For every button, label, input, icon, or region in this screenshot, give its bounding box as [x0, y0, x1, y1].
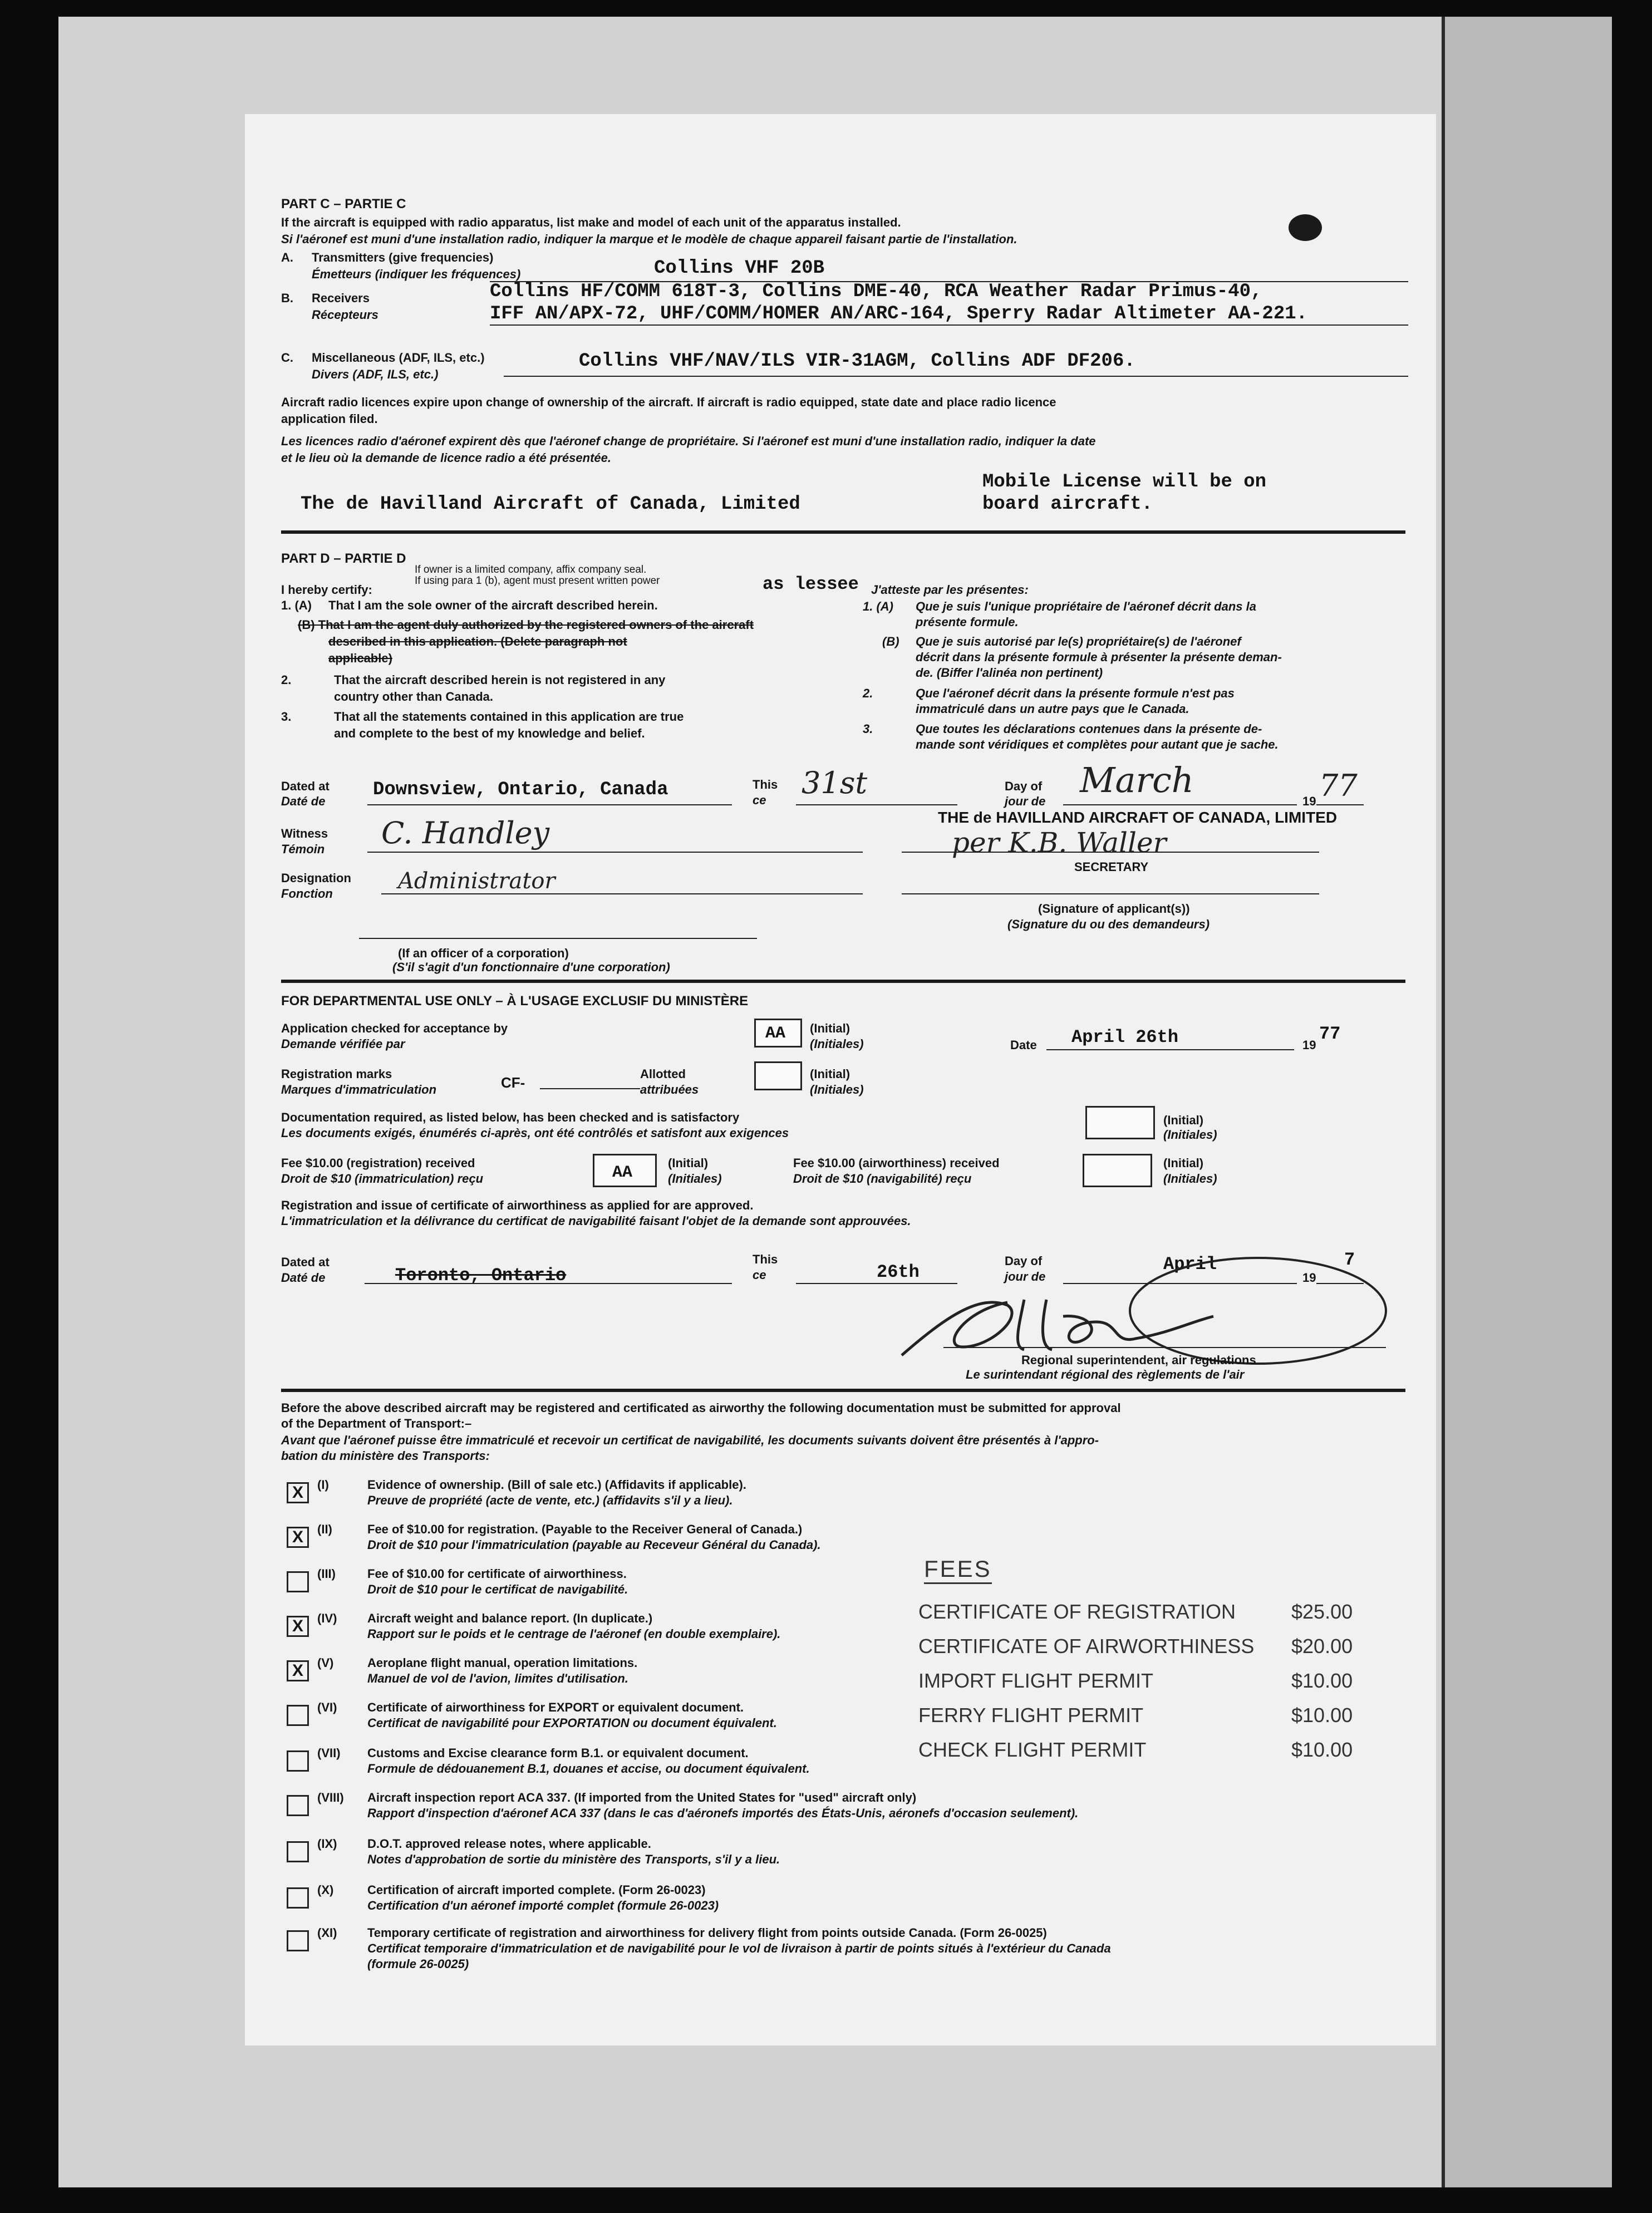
doc-item-label: Fee of $10.00 for registration. (Payable to the Receiver General of Canada.) — [367, 1522, 803, 1536]
fr1b-line-1: Que je suis autorisé par le(s) propriétaire(s) de l'aéronef — [916, 635, 1241, 648]
fr2-line-1: Que l'aéronef décrit dans la présente formule n'est pas — [916, 686, 1235, 700]
officer-label-fr: (S'il s'agit d'un fonctionnaire d'une corporation) — [392, 960, 670, 974]
this-label: This — [753, 778, 778, 791]
fr1b-line-3: de. (Biffer l'alinéa non pertinent) — [916, 666, 1103, 680]
receivers-line — [490, 324, 1408, 326]
doc-item-label: Aeroplane flight manual, operation limitations. — [367, 1656, 638, 1670]
dept-this-label-fr: ce — [753, 1268, 766, 1282]
mobile-license-1: Mobile License will be on — [982, 471, 1267, 493]
dept-date-value: April 26th — [1071, 1027, 1179, 1048]
dated-at-label: Dated at — [281, 779, 330, 793]
form-page — [245, 114, 1436, 2045]
doc-checkbox[interactable]: X — [287, 1616, 309, 1637]
fee-air-initial-label-fr: (Initiales) — [1163, 1172, 1217, 1186]
fee-row-label: CERTIFICATE OF AIRWORTHINESS — [918, 1635, 1255, 1658]
misc-label-fr: Divers (ADF, ILS, etc.) — [312, 367, 439, 381]
sig-label-fr: (Signature du ou des demandeurs) — [1007, 917, 1210, 931]
doc-item-number: (V) — [317, 1656, 334, 1670]
doc-initial-label-fr: (Initiales) — [1163, 1128, 1217, 1142]
fr2-line-2: immatriculé dans un autre pays que le Canada. — [916, 702, 1189, 716]
fr1-line-2: présente formule. — [916, 615, 1019, 629]
part-d-note-2: If using para 1 (b), agent must present written power — [415, 575, 660, 587]
dept-date-line — [1046, 1049, 1294, 1050]
doc-item-label: Aircraft inspection report ACA 337. (If imported from the United States for "used" aircraft only) — [367, 1791, 917, 1804]
doc-item-label-fr: Rapport sur le poids et le centrage de l'aéronef (en double exemplaire). — [367, 1627, 781, 1641]
cf-prefix: CF- — [501, 1074, 525, 1091]
doc-item-label: D.O.T. approved release notes, where applicable. — [367, 1837, 651, 1851]
doc-checkbox[interactable] — [287, 1841, 309, 1862]
fee-row-amount: $20.00 — [1291, 1635, 1353, 1658]
doc-initials-box — [1085, 1106, 1155, 1139]
doc-item-label-fr: Certificat temporaire d'immatriculation et de navigabilité pour le vol de livraison à partir de points situés à l'extérieur du Canada — [367, 1941, 1111, 1955]
fee-air-label: Fee $10.00 (airworthiness) received — [793, 1156, 1000, 1170]
part-c-intro-fr: Si l'aéronef est muni d'une installation radio, indiquer la marque et le modèle de chaque appareil faisant partie de l'installation. — [281, 232, 1017, 246]
doc-checkbox[interactable] — [287, 1750, 309, 1772]
doc-item-number: (XI) — [317, 1926, 337, 1940]
fr1b-num: (B) — [882, 635, 899, 648]
fr2-num: 2. — [863, 686, 873, 700]
dept-this-label: This — [753, 1252, 778, 1266]
company-stamp: THE de HAVILLAND AIRCRAFT OF CANADA, LIMITED — [938, 809, 1338, 826]
secretary-label: SECRETARY — [1074, 860, 1149, 874]
month-line — [1063, 804, 1297, 805]
fee-row-amount: $10.00 — [1291, 1704, 1353, 1727]
doc-item-label: Customs and Excise clearance form B.1. or equivalent document. — [367, 1746, 749, 1760]
doc-checkbox[interactable] — [287, 1705, 309, 1726]
dept-day-of-label-fr: jour de — [1005, 1270, 1046, 1283]
item3-num: 3. — [281, 710, 292, 724]
doc-item-number: (VIII) — [317, 1791, 344, 1804]
doc-checked-fr: Les documents exigés, énumérés ci-après, ont été contrôlés et satisfont aux exigences — [281, 1126, 789, 1140]
doc-item-number: (VII) — [317, 1746, 341, 1760]
receivers-value-2: IFF AN/APX-72, UHF/COMM/HOMER AN/ARC-164, Sperry Radar Altimeter AA-221. — [490, 303, 1308, 324]
checked-initial-label: (Initial) — [810, 1021, 850, 1035]
fee-reg-initials: AA — [612, 1163, 633, 1182]
doc-checkbox[interactable] — [287, 1795, 309, 1816]
part-c-rule — [281, 530, 1405, 534]
fr1-line-1: Que je suis l'unique propriétaire de l'aéronef décrit dans la — [916, 599, 1256, 613]
doc-item-label: Temporary certificate of registration and airworthiness for delivery flight from points outside Canada. (Form 26-0025) — [367, 1926, 1047, 1940]
day-of-label-fr: jour de — [1005, 794, 1046, 808]
item1-en: That I am the sole owner of the aircraft described herein. — [328, 598, 658, 612]
licence-en-2: application filed. — [281, 412, 378, 426]
superintendent-label-fr: Le surintendant régional des règlements de l'air — [966, 1368, 1245, 1381]
allotted-label: Allotted — [640, 1067, 686, 1081]
doc-item-label: Fee of $10.00 for certificate of airworthiness. — [367, 1567, 627, 1581]
dept-day-of-label: Day of — [1005, 1254, 1043, 1268]
fee-reg-initial-label-fr: (Initiales) — [668, 1172, 722, 1186]
doc-item-number: (III) — [317, 1567, 336, 1581]
reg-marks-label: Registration marks — [281, 1067, 392, 1081]
item2-en-1: That the aircraft described herein is not registered in any — [334, 673, 666, 687]
doc-item-label: Certification of aircraft imported complete. (Form 26-0023) — [367, 1883, 706, 1897]
fee-reg-label: Fee $10.00 (registration) received — [281, 1156, 475, 1170]
fr3-line-2: mande sont véridiques et complètes pour autant que je sache. — [916, 737, 1279, 751]
checked-label: Application checked for acceptance by — [281, 1021, 508, 1035]
scan-backing-right — [1442, 17, 1612, 2187]
docs-intro-fr-2: bation du ministère des Transports: — [281, 1449, 490, 1463]
reg-marks-label-fr: Marques d'immatriculation — [281, 1083, 437, 1096]
dept-year-digit: 7 — [1344, 1250, 1355, 1270]
doc-checkbox[interactable]: X — [287, 1660, 309, 1681]
dept-dated-line — [365, 1283, 732, 1284]
approved-fr: L'immatriculation et la délivrance du certificat de navigabilité faisant l'objet de la demande sont approuvées. — [281, 1214, 911, 1228]
dated-at-value: Downsview, Ontario, Canada — [373, 779, 668, 800]
receivers-value-1: Collins HF/COMM 618T-3, Collins DME-40, RCA Weather Radar Primus-40, — [490, 281, 1262, 302]
misc-label: Miscellaneous (ADF, ILS, etc.) — [312, 351, 485, 365]
checked-initial-label-fr: (Initiales) — [810, 1037, 864, 1051]
dept-dated-value: Toronto, Ontario — [395, 1265, 567, 1286]
doc-item-label: Aircraft weight and balance report. (In duplicate.) — [367, 1611, 653, 1625]
applicant-sig-line-2 — [902, 893, 1319, 894]
this-label-fr: ce — [753, 793, 766, 807]
fee-air-initial-label: (Initial) — [1163, 1156, 1204, 1170]
part-c-heading: PART C – PARTIE C — [281, 196, 406, 212]
allotted-label-fr: attribuées — [640, 1083, 699, 1096]
misc-value: Collins VHF/NAV/ILS VIR-31AGM, Collins ADF DF206. — [579, 351, 1135, 372]
allotted-initial-label: (Initial) — [810, 1067, 850, 1081]
a-letter: A. — [281, 250, 293, 264]
certify-en: I hereby certify: — [281, 583, 372, 597]
item1b-en-2: described in this application. (Delete paragraph not — [328, 635, 627, 648]
witness-line — [367, 852, 863, 853]
designation-value: Administrator — [398, 868, 555, 894]
fee-reg-label-fr: Droit de $10 (immatriculation) reçu — [281, 1172, 484, 1186]
dept-year-prefix: 19 — [1302, 1038, 1316, 1052]
doc-item-label-fr: Preuve de propriété (acte de vente, etc.) (affidavits s'il y a lieu). — [367, 1493, 733, 1507]
day-value: 31st — [802, 765, 868, 800]
doc-item-label: Evidence of ownership. (Bill of sale etc.) (Affidavits if applicable). — [367, 1478, 746, 1492]
receivers-label: Receivers — [312, 291, 370, 305]
fr1b-line-2: décrit dans la présente formule à présenter la présente deman- — [916, 650, 1282, 664]
doc-checkbox[interactable]: X — [287, 1482, 309, 1503]
superintendent-line — [943, 1347, 1386, 1348]
doc-item-label-fr: Certificat de navigabilité pour EXPORTATION ou document équivalent. — [367, 1716, 777, 1730]
doc-item-label-fr: Droit de $10 pour l'immatriculation (payable au Receveur Général du Canada). — [367, 1538, 821, 1552]
dept-month-value: April — [1163, 1254, 1217, 1275]
fee-row-label: IMPORT FLIGHT PERMIT — [918, 1669, 1154, 1692]
fees-title: FEES — [924, 1556, 992, 1584]
doc-item-label-fr: Manuel de vol de l'avion, limites d'utilisation. — [367, 1671, 628, 1685]
doc-item-label-fr: Certification d'un aéronef importé complet (formule 26-0023) — [367, 1899, 719, 1912]
dept-year-label: 19 — [1302, 1271, 1316, 1285]
doc-checkbox[interactable] — [287, 1930, 309, 1951]
doc-item-label-fr: Rapport d'inspection d'aéronef ACA 337 (dans le cas d'aéronefs importés des États-Unis, aéronefs d'occasion seulement). — [367, 1806, 1079, 1820]
doc-item-number: (IV) — [317, 1611, 337, 1625]
item1b-en-1: (B) That I am the agent duly authorized by the registered owners of the aircraft — [298, 618, 754, 632]
part-d-heading: PART D – PARTIE D — [281, 551, 406, 566]
checked-initials: AA — [765, 1024, 786, 1043]
officer-line — [359, 938, 757, 939]
as-lessee: as lessee — [763, 574, 859, 594]
fee-air-label-fr: Droit de $10 (navigabilité) reçu — [793, 1172, 972, 1186]
fr3-num: 3. — [863, 722, 873, 736]
certify-fr: J'atteste par les présentes: — [871, 583, 1029, 597]
company-value: The de Havilland Aircraft of Canada, Limited — [301, 494, 800, 515]
designation-label: Designation — [281, 871, 351, 885]
designation-label-fr: Fonction — [281, 887, 333, 901]
doc-item-label-fr: Formule de dédouanement B.1, douanes et accise, ou document équivalent. — [367, 1762, 810, 1776]
fee-row-amount: $10.00 — [1291, 1738, 1353, 1761]
receivers-label-fr: Récepteurs — [312, 308, 378, 322]
licence-en-1: Aircraft radio licences expire upon change of ownership of the aircraft. If aircraft is radio equipped, state date and place radio licence — [281, 395, 1056, 409]
superintendent-label: Regional superintendent, air regulations — [1021, 1353, 1256, 1367]
doc-item-number: (IX) — [317, 1837, 337, 1851]
dept-date-label: Date — [1010, 1038, 1037, 1052]
transmitters-value: Collins VHF 20B — [654, 258, 825, 279]
b-letter: B. — [281, 291, 293, 305]
doc-item-number: (X) — [317, 1883, 334, 1897]
checked-label-fr: Demande vérifiée par — [281, 1037, 405, 1051]
dept-year-value: 77 — [1319, 1024, 1341, 1044]
allotted-initial-label-fr: (Initiales) — [810, 1083, 864, 1096]
month-value: March — [1080, 760, 1194, 800]
doc-checkbox[interactable] — [287, 1887, 309, 1909]
approved-en: Registration and issue of certificate of airworthiness as applied for are approved. — [281, 1198, 754, 1212]
punch-hole — [1289, 214, 1322, 241]
licence-fr-1: Les licences radio d'aéronef expirent dès que l'aéronef change de propriétaire. Si l'aéronef est muni d'une installation radio, indiquer la date — [281, 434, 1096, 448]
mobile-license-2: board aircraft. — [982, 494, 1153, 515]
dated-at-label-fr: Daté de — [281, 794, 326, 808]
day-of-label: Day of — [1005, 779, 1043, 793]
fr1-num: 1. (A) — [863, 599, 893, 613]
docs-intro-en-1: Before the above described aircraft may be registered and certificated as airworthy the following documentation must be submitted for approval — [281, 1401, 1121, 1415]
docs-intro-fr-1: Avant que l'aéronef puisse être immatriculé et recevoir un certificat de navigabilité, les documents suivants doivent être présentés à l'appro- — [281, 1433, 1099, 1447]
dated-at-line — [367, 804, 732, 805]
item2-en-2: country other than Canada. — [334, 690, 494, 704]
item3-en-1: That all the statements contained in this application are true — [334, 710, 684, 724]
dept-heading: FOR DEPARTMENTAL USE ONLY – À L'USAGE EXCLUSIF DU MINISTÈRE — [281, 994, 749, 1009]
applicant-signature: per K.B. Waller — [952, 827, 1167, 859]
applicant-sig-line-1 — [902, 852, 1319, 853]
superintendent-signature — [879, 1250, 1392, 1366]
doc-initial-label: (Initial) — [1163, 1113, 1204, 1127]
year-line — [1316, 804, 1364, 805]
item3-en-2: and complete to the best of my knowledge and belief. — [334, 726, 645, 740]
doc-item-number: (II) — [317, 1522, 332, 1536]
transmitters-label-fr: Émetteurs (indiquer les fréquences) — [312, 267, 521, 281]
doc-item-label: Certificate of airworthiness for EXPORT or equivalent document. — [367, 1700, 744, 1714]
part-c-intro-en: If the aircraft is equipped with radio apparatus, list make and model of each unit of the apparatus installed. — [281, 215, 901, 229]
item1-num: 1. (A) — [281, 598, 312, 612]
fee-row-label: FERRY FLIGHT PERMIT — [918, 1704, 1144, 1727]
day-line — [796, 804, 957, 805]
misc-line — [504, 376, 1408, 377]
transmitters-label: Transmitters (give frequencies) — [312, 250, 494, 264]
doc-item-label-fr: Droit de $10 pour le certificat de navigabilité. — [367, 1582, 628, 1596]
witness-label: Witness — [281, 827, 328, 840]
year-value: 77 — [1319, 768, 1358, 803]
dept-dated-label: Dated at — [281, 1255, 330, 1269]
fee-row-amount: $10.00 — [1291, 1669, 1353, 1692]
doc-item-number: (VI) — [317, 1700, 337, 1714]
dept-day-value: 26th — [877, 1262, 920, 1282]
doc-checked-en: Documentation required, as listed below, has been checked and is satisfactory — [281, 1110, 740, 1124]
doc-item-number: (I) — [317, 1478, 329, 1492]
sig-label-en: (Signature of applicant(s)) — [1038, 902, 1190, 916]
year-prefix: 19 — [1302, 794, 1316, 808]
docs-intro-en-2: of the Department of Transport:– — [281, 1417, 472, 1430]
doc-checkbox[interactable]: X — [287, 1527, 309, 1548]
part-d-rule — [281, 980, 1405, 983]
licence-fr-2: et le lieu où la demande de licence radio a été présentée. — [281, 451, 612, 465]
item2-num: 2. — [281, 673, 292, 687]
allotted-initials-box — [754, 1061, 802, 1090]
item1b-en-3: applicable) — [328, 651, 392, 665]
doc-item-label-fr: Notes d'approbation de sortie du ministère des Transports, s'il y a lieu. — [367, 1852, 780, 1866]
fee-air-initials-box — [1083, 1154, 1152, 1187]
fee-reg-initial-label: (Initial) — [668, 1156, 709, 1170]
witness-signature: C. Handley — [381, 815, 550, 850]
dept-rule — [281, 1389, 1405, 1392]
officer-label-en: (If an officer of a corporation) — [398, 946, 569, 960]
c-letter: C. — [281, 351, 293, 365]
witness-label-fr: Témoin — [281, 842, 325, 856]
doc-item-label-fr-2: (formule 26-0025) — [367, 1957, 469, 1971]
fr3-line-1: Que toutes les déclarations contenues dans la présente de- — [916, 722, 1262, 736]
fee-row-label: CHECK FLIGHT PERMIT — [918, 1738, 1147, 1761]
reg-marks-line — [540, 1088, 640, 1089]
dept-dated-label-fr: Daté de — [281, 1271, 326, 1285]
fee-row-label: CERTIFICATE OF REGISTRATION — [918, 1600, 1236, 1623]
fee-row-amount: $25.00 — [1291, 1600, 1353, 1623]
designation-line — [381, 893, 863, 894]
part-d-note-1: If owner is a limited company, affix company seal. — [415, 564, 647, 576]
doc-checkbox[interactable] — [287, 1571, 309, 1592]
